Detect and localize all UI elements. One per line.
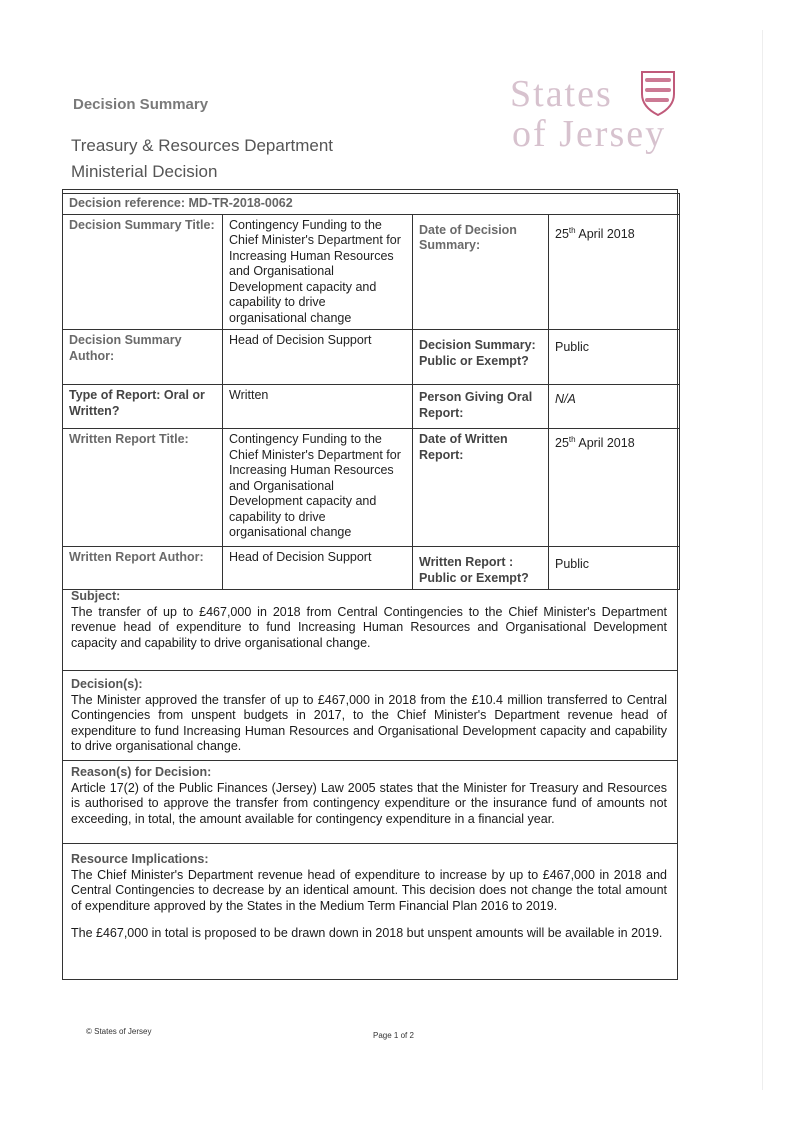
table-row (63, 214, 680, 330)
table-row (63, 429, 680, 547)
logo-line-1: States (510, 73, 613, 115)
reason-title: Reason(s) for Decision: (71, 765, 212, 779)
date-day: 25 (555, 436, 569, 451)
written-report-public-exempt-value: Public (549, 547, 680, 590)
written-report-title-value: Contingency Funding to the Chief Minister's Department for Increasing Human Resources and Organisational Development capacity and capability to drive organisational change (223, 429, 413, 547)
logo-line-2: of Jersey (512, 113, 667, 155)
written-report-title-label: Written Report Title: (63, 429, 223, 547)
decision-text: The Minister approved the transfer of up to £467,000 in 2018 from the £10.4 million transferred to Central Contingencies from unspent budgets in 2017, to the Chief Minister's Department revenue head of expenditure to fund Increasing Human Resources and Organisational Development capacity and capability to drive organisational change. (71, 692, 667, 753)
date-suffix: th (568, 225, 576, 235)
date-rest: April 2018 (575, 436, 635, 451)
footer-page-number: Page 1 of 2 (373, 1031, 414, 1040)
decision-summary-heading: Decision Summary (73, 96, 209, 113)
written-report-author-label: Written Report Author: (63, 547, 223, 590)
type-of-report-value: Written (223, 385, 413, 429)
reason-text: Article 17(2) of the Public Finances (Jersey) Law 2005 states that the Minister for Treasury and Resources is authorised to approve the transfer from contingency expenditure or the insurance fund of amounts not exceeding, in total, the amount available for contingency expenditure in a financial year. (71, 780, 667, 826)
subject-text: The transfer of up to £467,000 in 2018 from Central Contingencies to the Chief Minister's Department revenue head of expenditure to fund Increasing Human Resources and Organisational Development capacity and capability to drive organisational change. (71, 604, 667, 650)
decision-summary-title-label: Decision Summary Title: (63, 214, 223, 330)
decision-reference: Decision reference: MD-TR-2018-0062 (63, 194, 680, 215)
table-row (63, 330, 680, 385)
date-day: 25 (555, 226, 569, 241)
decision-summary-title-value: Contingency Funding to the Chief Minister's Department for Increasing Human Resources and Organisational Development capacity and capability to drive organisational change (223, 214, 413, 330)
written-report-public-exempt-label: Written Report : Public or Exempt? (413, 547, 549, 590)
department-heading: Treasury & Resources Department (71, 136, 334, 155)
reference-row (63, 194, 680, 215)
decision-summary-public-exempt-label: Decision Summary: Public or Exempt? (413, 330, 549, 385)
decision-summary-author-label: Decision Summary Author: (63, 330, 223, 385)
scan-edge (762, 30, 763, 1090)
date-of-decision-summary-label: Date of Decision Summary: (413, 214, 549, 330)
written-report-author-value: Head of Decision Support (223, 547, 413, 590)
resource-text-2: The £467,000 in total is proposed to be drawn down in 2018 but unspent amounts will be available in 2019. (71, 926, 663, 940)
decision-title: Decision(s): (71, 677, 143, 691)
divider (62, 760, 678, 761)
subject-title: Subject: (71, 589, 121, 603)
subject-section (63, 589, 675, 651)
resource-title: Resource Implications: (71, 852, 209, 866)
person-giving-oral-report-value: N/A (549, 385, 680, 429)
reason-section (63, 765, 675, 827)
table-row (63, 547, 680, 590)
crest-icon (640, 70, 676, 116)
divider (62, 843, 678, 844)
date-of-written-report-label: Date of Written Report: (413, 429, 549, 547)
ministerial-decision-heading: Ministerial Decision (71, 162, 218, 181)
type-of-report-label: Type of Report: Oral or Written? (63, 385, 223, 429)
footer-copyright: © States of Jersey (86, 1027, 152, 1036)
date-of-written-report-value (549, 429, 680, 547)
decision-summary-author-value: Head of Decision Support (223, 330, 413, 385)
date-rest: April 2018 (575, 226, 635, 241)
person-giving-oral-report-label: Person Giving Oral Report: (413, 385, 549, 429)
resource-section (63, 852, 675, 942)
decision-details-table (62, 193, 680, 590)
decision-summary-public-exempt-value: Public (549, 330, 680, 385)
table-row (63, 385, 680, 429)
resource-text-1: The Chief Minister's Department revenue head of expenditure to increase by up to £467,000 in 2018 and Central Contingencies to decrease by an identical amount. This decision does not change the total amount of expenditure approved by the States in the Medium Term Financial Plan 2016 to 2019. (71, 867, 667, 913)
divider (62, 670, 678, 671)
states-of-jersey-logo (508, 66, 678, 166)
date-of-decision-summary-value (549, 214, 680, 330)
date-suffix: th (568, 435, 576, 444)
decision-section (63, 677, 675, 755)
